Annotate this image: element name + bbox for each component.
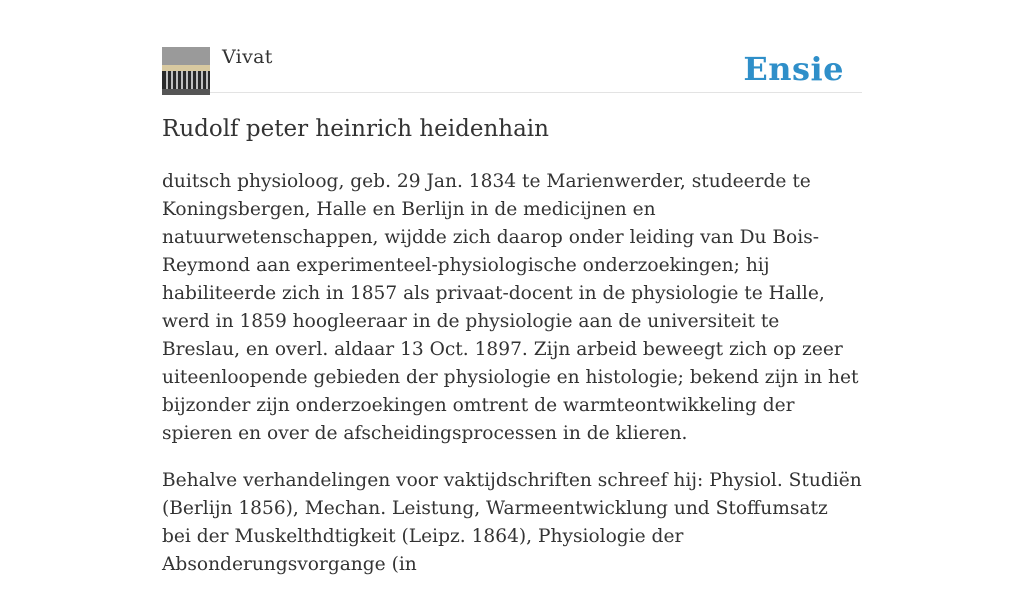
brand-logo[interactable]: Ensie	[743, 50, 844, 88]
avatar-image-icon	[162, 47, 210, 95]
article-title: Rudolf peter heinrich heidenhain	[162, 116, 549, 142]
article-body	[162, 168, 862, 598]
header	[162, 0, 862, 93]
article-paragraph: duitsch physioloog, geb. 29 Jan. 1834 te Marienwerder, studeerde te Koningsbergen, Halle en Berlijn in de medicijnen en natuurwetenschappen, wijdde zich daarop onder leiding van Du Bois-Reymond aan experimenteel-physiologische onderzoekingen; hij habiliteerde zich in 1857 als privaat-docent in de physiologie te Halle, werd in 1859 hoogleeraar in de physiologie aan de universiteit te Breslau, en overl. aldaar 13 Oct. 1897. Zijn arbeid beweegt zich op zeer uiteenloopende gebieden der physiologie en histologie; bekend zijn in het bijzonder zijn onderzoekingen omtrent de warmteontwikkeling der spieren en over de afscheidingsprocessen in de klieren.	[162, 171, 859, 444]
author-name[interactable]: Vivat	[222, 46, 273, 68]
article-paragraph: Behalve verhandelingen voor vaktijdschriften schreef hij: Physiol. Studiën (Berlijn 1856), Mechan. Leistung, Warmeentwicklung und Stoffumsatz bei der Muskelthdtigkeit (Leipz. 1864), Physiologie der Absonderungsvorgange (in	[162, 470, 862, 575]
article-page	[162, 0, 862, 575]
author-avatar[interactable]	[162, 47, 210, 95]
